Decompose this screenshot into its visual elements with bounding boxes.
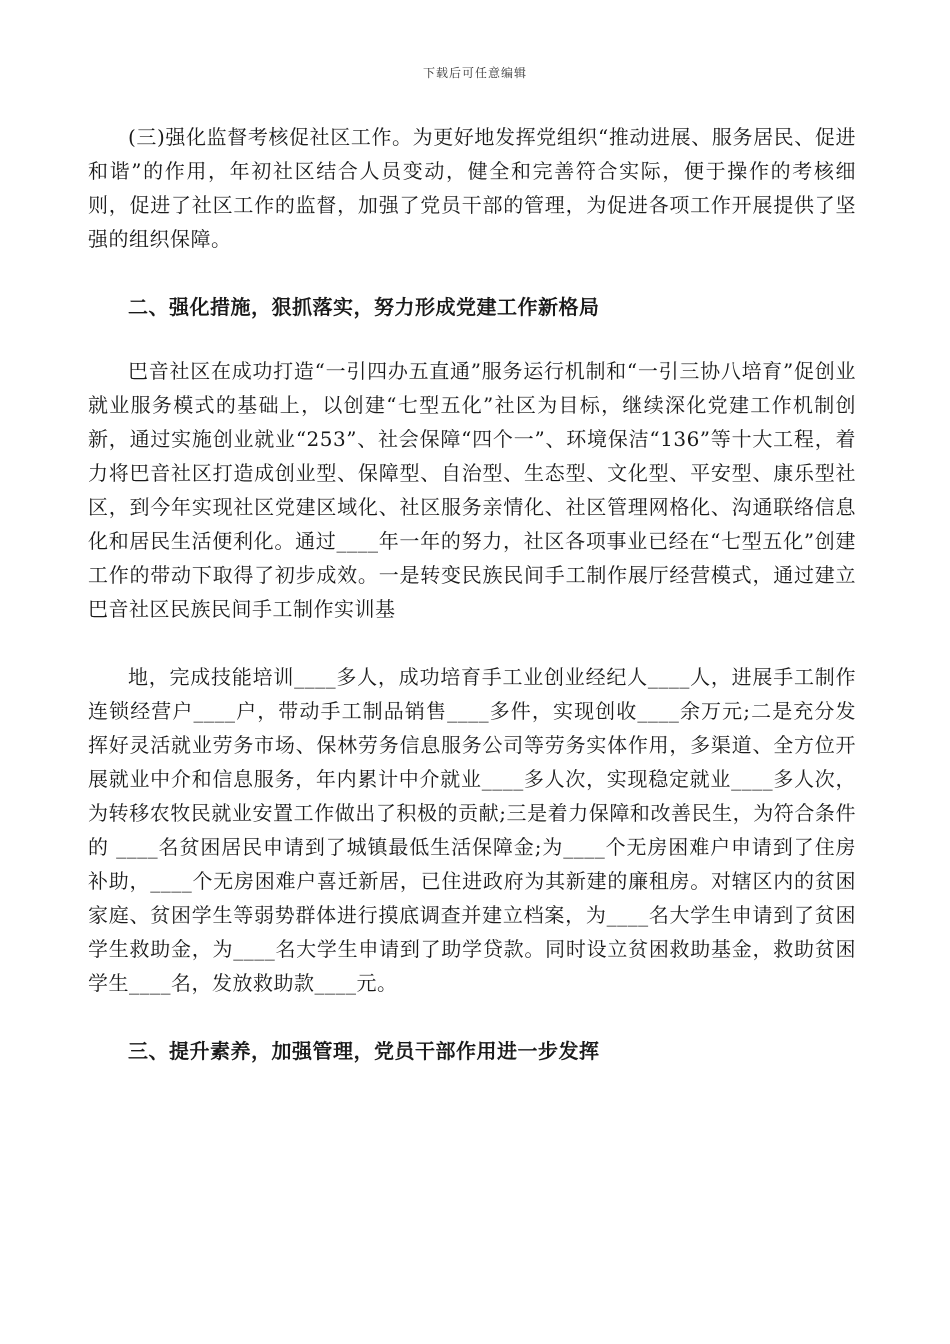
page-header-note: 下载后可任意编辑 <box>422 66 527 80</box>
paragraph-bayin-community: 巴音社区在成功打造“一引四办五直通”服务运行机制和“一引三协八培育”促创业就业服务模式的基础上，以创建“七型五化”社区为目标，继续深化党建工作机制创新，通过实施创业就业“253”、社会保障“四个一”、环境保洁“136”等十大工程，着力将巴音社区打造成创业型、保障型、自治型、生态型、文化型、平安型、康乐型社区，到今年实现社区党建区域化、社区服务亲情化、社区管理网格化、沟通联络信息化和居民生活便利化。通过____年一年的努力，社区各项事业已经在“七型五化”创建工作的带动下取得了初步成效。一是转变民族民间手工制作展厅经营模式，通过建立巴音社区民族民间手工制作实训基 <box>88 359 856 621</box>
paragraph-achievements: 地，完成技能培训____多人，成功培育手工业创业经纪人____人，进展手工制作连锁经营户____户，带动手工制品销售____多件，实现创收____余万元;二是充分发挥好灵活就业劳务市场、保林劳务信息服务公司等劳务实体作用，多渠道、全方位开展就业中介和信息服务，年内累计中介就业____多人次，实现稳定就业____多人次，为转移农牧民就业安置工作做出了积极的贡献;三是着力保障和改善民生，为符合条件的 ____名贫困居民申请到了城镇最低生活保障金;为____个无房困难户申请到了住房补助，____个无房困难户喜迁新居，已住进政府为其新建的廉租房。对辖区内的贫困家庭、贫困学生等弱势群体进行摸底调查并建立档案，为____名大学生申请到了贫困学生救助金，为____名大学生申请到了助学贷款。同时设立贫困救助基金，救助贫困学生____名，发放救助款____元。 <box>88 665 856 995</box>
section-heading-3: 三、提升素养，加强管理，党员干部作用进一步发挥 <box>128 1039 600 1063</box>
paragraph-supervision: (三)强化监督考核促社区工作。为更好地发挥党组织“推动进展、服务居民、促进和谐”的作用，年初社区结合人员变动，健全和完善符合实际，便于操作的考核细则，促进了社区工作的监督，加强了党员干部的管理，为促进各项工作开展提供了坚强的组织保障。 <box>88 125 856 251</box>
document-body <box>88 120 856 1068</box>
section-heading-2: 二、强化措施，狠抓落实，努力形成党建工作新格局 <box>128 295 600 319</box>
